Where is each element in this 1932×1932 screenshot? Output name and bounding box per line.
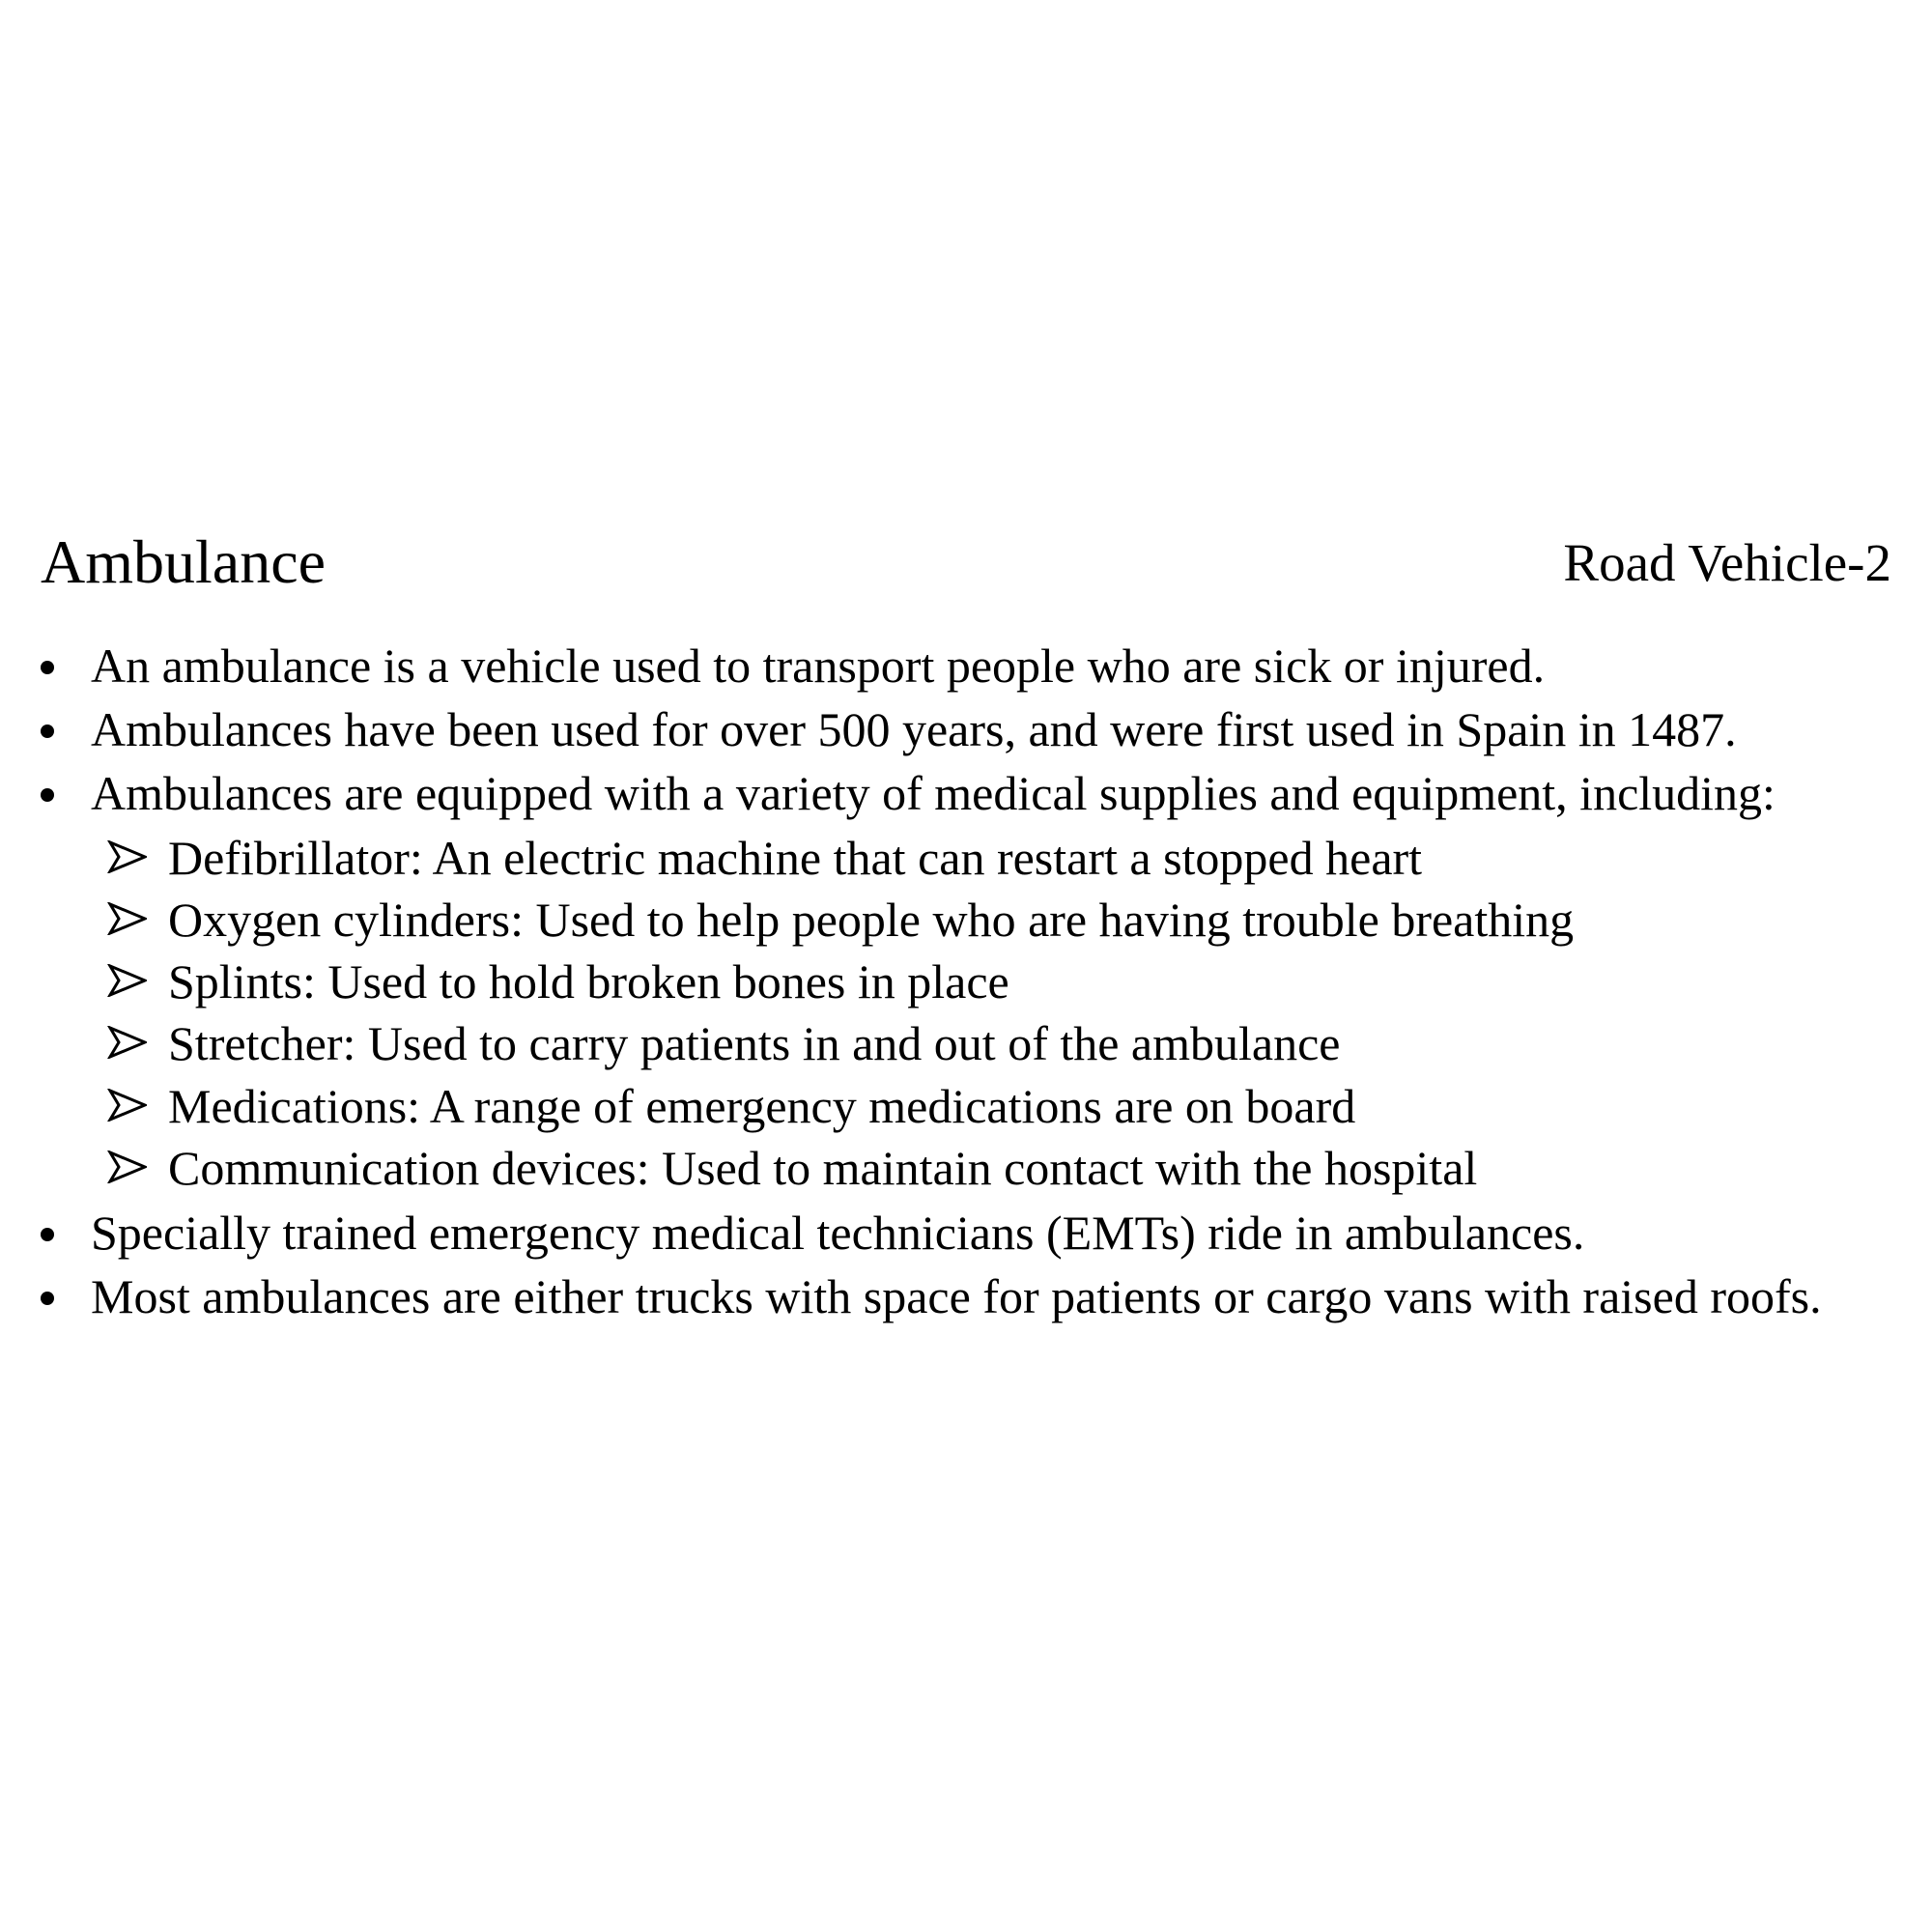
sub-list-item: Stretcher: Used to carry patients in and out of the ambulance [168,1016,1341,1070]
sub-list-item: Oxygen cylinders: Used to help people who are having trouble breathing [168,893,1575,947]
arrow-bullet-icon [106,840,147,873]
page-title: Ambulance [41,527,326,596]
bullet-item: Ambulances have been used for over 500 years, and were first used in Spain in 1487. [91,702,1737,756]
arrow-bullet-icon [106,964,147,997]
arrow-bullet-icon [106,1089,147,1122]
arrow-bullet-icon [106,1151,147,1183]
bullet-dot-icon [41,1228,54,1241]
bullet-item: Most ambulances are either trucks with space for patients or cargo vans with raised roofs. [91,1269,1822,1323]
bullet-dot-icon [41,724,54,738]
sub-list-item: Communication devices: Used to maintain contact with the hospital [168,1141,1478,1195]
arrow-bullet-icon [106,1026,147,1059]
sub-list-item: Splints: Used to hold broken bones in place [168,954,1009,1009]
bullet-item: Specially trained emergency medical technicians (EMTs) ride in ambulances. [91,1206,1585,1260]
sub-list-item: Medications: A range of emergency medications are on board [168,1079,1356,1133]
bullet-item: An ambulance is a vehicle used to transport people who are sick or injured. [91,639,1546,693]
arrow-bullet-icon [106,902,147,935]
bullet-dot-icon [41,1292,54,1305]
bullet-dot-icon [41,661,54,674]
series-label: Road Vehicle-2 [1563,533,1891,592]
bullet-item: Ambulances are equipped with a variety of medical supplies and equipment, including: [91,766,1776,820]
sub-list-item: Defibrillator: An electric machine that can restart a stopped heart [168,831,1423,885]
bullet-dot-icon [41,788,54,802]
